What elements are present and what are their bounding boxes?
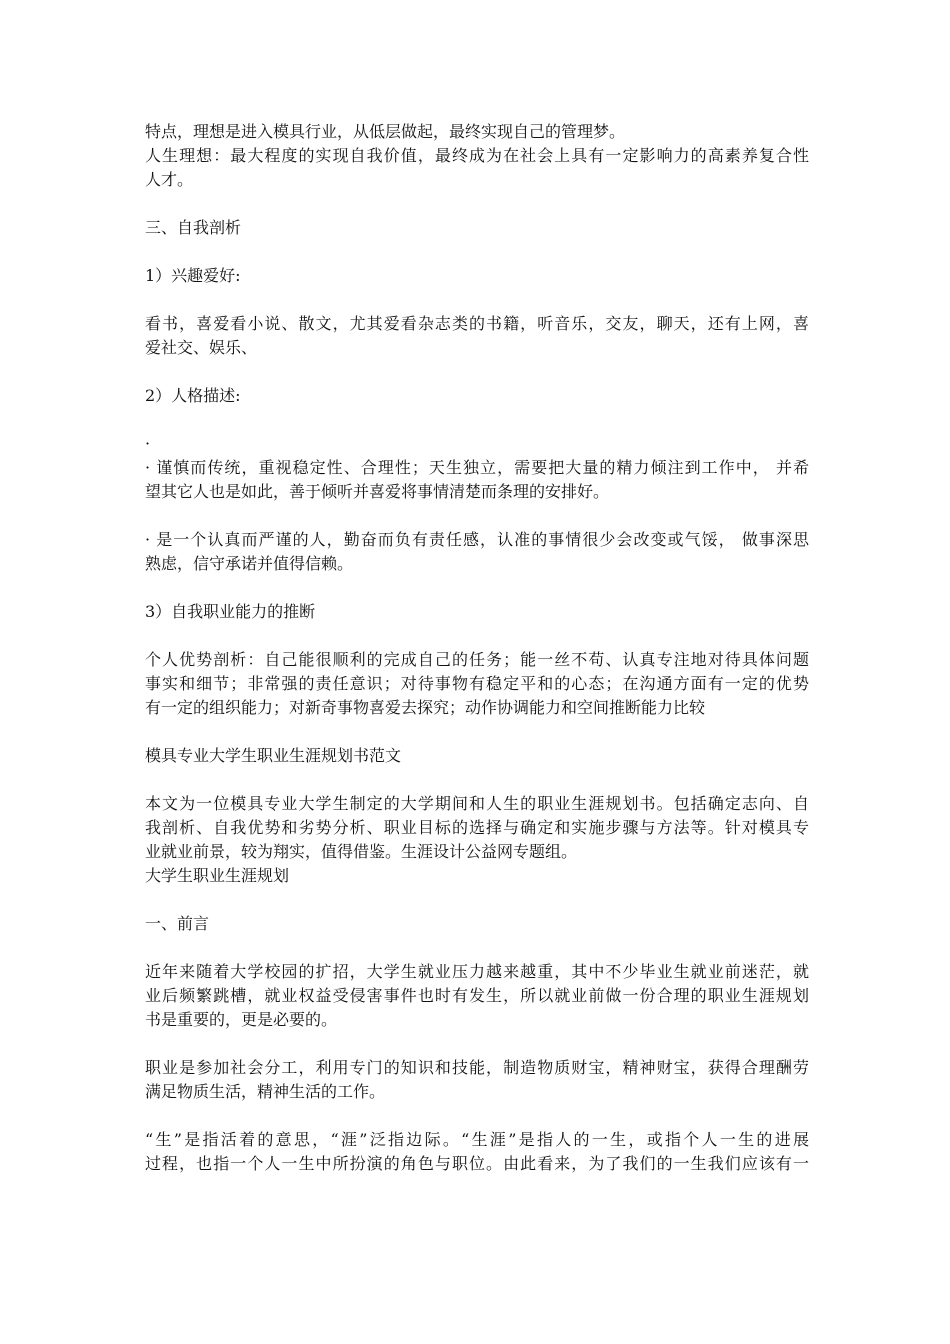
section-heading-self-analysis: 三、自我剖析 xyxy=(145,218,242,237)
preface-line-2: 业后频繁跳槽，就业权益受侵害事件也时有发生，所以就业前做一份合理的职业生涯规划 xyxy=(145,986,809,1005)
summary-line-3: 业就业前景，较为翔实，值得借鉴。生涯设计公益网专题组。 xyxy=(145,842,578,861)
bullet-dot: · xyxy=(145,434,151,453)
blank-line xyxy=(145,192,809,216)
article-title: 模具专业大学生职业生涯规划书范文 xyxy=(145,746,402,765)
personality-item-2-line-1: · 是一个认真而严谨的人，勤奋而负有责任感，认准的事情很少会改变或气馁， 做事深思 xyxy=(145,530,809,549)
ability-heading: 3）自我职业能力的推断 xyxy=(145,602,316,621)
interest-paragraph-line-2: 爱社交、娱乐、 xyxy=(145,338,258,357)
blank-line xyxy=(145,768,809,792)
blank-line xyxy=(145,888,809,912)
personality-heading: 2）人格描述: xyxy=(145,386,241,405)
life-line-1: “生”是指活着的意思，“涯”泛指边际。“生涯”是指人的一生，或指个人一生的进展 xyxy=(145,1130,809,1149)
personality-item-1-line-1: · 谨慎而传统，重视稳定性、合理性；天生独立，需要把大量的精力倾注到工作中， 并希 xyxy=(145,458,809,477)
blank-line xyxy=(145,720,809,744)
summary-line-1: 本文为一位模具专业大学生制定的大学期间和人生的职业生涯规划书。包括确定志向、自 xyxy=(145,794,809,813)
blank-line xyxy=(145,240,809,264)
career-line-2: 满足物质生活，精神生活的工作。 xyxy=(145,1082,386,1101)
ability-paragraph-line-3: 有一定的组织能力；对新奇事物喜爱去探究；动作协调能力和空间推断能力比较 xyxy=(145,698,706,717)
blank-line xyxy=(145,576,809,600)
document-page xyxy=(145,120,809,1176)
life-line-2: 过程，也指一个人一生中所扮演的角色与职位。由此看来，为了我们的一生我们应该有一 xyxy=(145,1154,809,1173)
intro-line-1: 特点，理想是进入模具行业，从低层做起，最终实现自己的管理梦。 xyxy=(145,122,626,141)
blank-line xyxy=(145,408,809,432)
interest-paragraph-line-1: 看书，喜爱看小说、散文，尤其爱看杂志类的书籍，听音乐，交友，聊天，还有上网，喜 xyxy=(145,314,809,333)
blank-line xyxy=(145,504,809,528)
ability-paragraph-line-2: 事实和细节；非常强的责任意识；对待事物有稳定平和的心态；在沟通方面有一定的优势 xyxy=(145,674,809,693)
intro-line-2: 人生理想：最大程度的实现自我价值，最终成为在社会上具有一定影响力的高素养复合性 xyxy=(145,146,809,165)
blank-line xyxy=(145,624,809,648)
blank-line xyxy=(145,1104,809,1128)
preface-line-1: 近年来随着大学校园的扩招，大学生就业压力越来越重，其中不少毕业生就业前迷茫，就 xyxy=(145,962,809,981)
intro-line-3: 人才。 xyxy=(145,170,194,189)
preface-line-3: 书是重要的，更是必要的。 xyxy=(145,1010,338,1029)
article-subtitle: 大学生职业生涯规划 xyxy=(145,866,290,885)
preface-heading: 一、前言 xyxy=(145,914,210,933)
ability-paragraph-line-1: 个人优势剖析：自己能很顺利的完成自己的任务；能一丝不苟、认真专注地对待具体问题 xyxy=(145,650,809,669)
summary-line-2: 我剖析、自我优势和劣势分析、职业目标的选择与确定和实施步骤与方法等。针对模具专 xyxy=(145,818,809,837)
personality-item-2-line-2: 熟虑，信守承诺并值得信赖。 xyxy=(145,554,354,573)
blank-line xyxy=(145,360,809,384)
blank-line xyxy=(145,936,809,960)
interest-heading: 1）兴趣爱好: xyxy=(145,266,241,285)
blank-line xyxy=(145,1032,809,1056)
blank-line xyxy=(145,288,809,312)
personality-item-1-line-2: 望其它人也是如此，善于倾听并喜爱将事情清楚而条理的安排好。 xyxy=(145,482,610,501)
career-line-1: 职业是参加社会分工，利用专门的知识和技能，制造物质财宝，精神财宝，获得合理酬劳 xyxy=(145,1058,809,1077)
